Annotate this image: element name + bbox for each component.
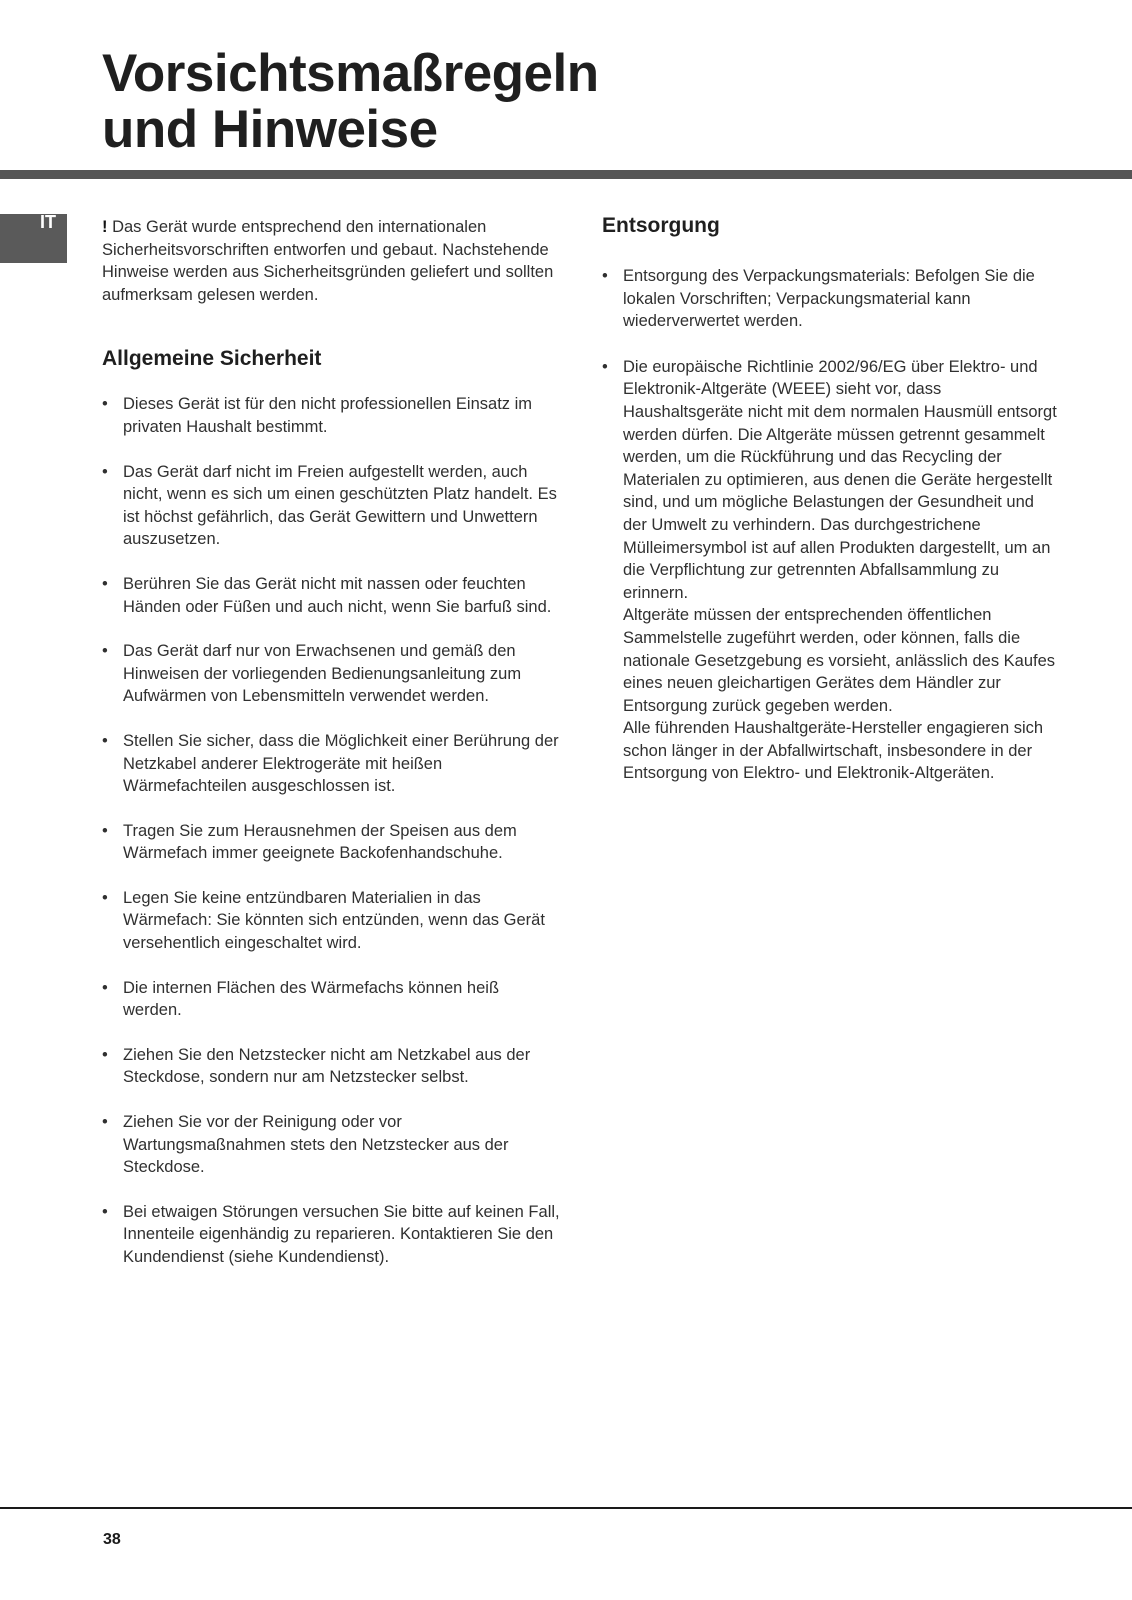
list-item: • Tragen Sie zum Herausnehmen der Speisen aus dem Wärmefach immer geeignete Backofenhandschuhe. (102, 820, 562, 865)
disposal-list (602, 265, 1062, 785)
warning-marker: ! (102, 218, 108, 236)
left-column (102, 216, 562, 1291)
list-item: • Berühren Sie das Gerät nicht mit nassen oder feuchten Händen oder Füßen und auch nicht, wenn Sie barfuß sind. (102, 573, 562, 618)
list-item: • Dieses Gerät ist für den nicht professionellen Einsatz im privaten Haushalt bestimmt. (102, 393, 562, 438)
weee-paragraph: • Die europäische Richtlinie 2002/96/EG über Elektro- und Elektronik-Altgeräte (WEEE) sieht vor, dass Haushaltsgeräte nicht mit dem normalen Hausmüll entsorgt werden dürfen. Die Altgeräte müssen getrennt gesammelt werden, um die Rückführung und das Recycling der Materialen zu optimieren, aus denen die Geräte hergestellt sind, und um mögliche Belastungen der Gesundheit und der Umwelt zu verhindern. Das durchgestrichene Mülleimersymbol ist auf allen Produkten dargestellt, um an die Verpflichtung zur getrennten Abfallsammlung zu erinnern. (623, 357, 1057, 602)
footer-rule (0, 1507, 1132, 1509)
page-number: 38 (103, 1531, 121, 1548)
list-item: • Ziehen Sie vor der Reinigung oder vor Wartungsmaßnahmen stets den Netzstecker aus der Steckdose. (102, 1111, 562, 1179)
general-safety-list (102, 393, 562, 1268)
manufacturer-paragraph: Alle führenden Haushaltgeräte-Hersteller engagieren sich schon länger in der Abfallwirtschaft, insbesondere in der Entsorgung von Elektro- und Elektronik-Altgeräten. (623, 719, 1044, 783)
page-title (102, 46, 599, 158)
list-item: • Das Gerät darf nur von Erwachsenen und gemäß den Hinweisen der vorliegenden Bedienungsanleitung zum Aufwärmen von Lebensmitteln verwendet werden. (102, 640, 562, 708)
list-item: • Entsorgung des Verpackungsmaterials: Befolgen Sie die lokalen Vorschriften; Verpackungsmaterial kann wiederverwertet werden. (602, 265, 1062, 333)
disposal-heading: Entsorgung (602, 214, 720, 237)
right-column (602, 216, 1062, 808)
list-item: • Das Gerät darf nicht im Freien aufgestellt werden, auch nicht, wenn es sich um einen geschützten Platz handelt. Es ist höchst gefährlich, das Gerät Gewittern und Unwettern auszusetzen. (102, 461, 562, 551)
list-item: • Ziehen Sie den Netzstecker nicht am Netzkabel aus der Steckdose, sondern nur am Netzstecker selbst. (102, 1044, 562, 1089)
collection-paragraph: Altgeräte müssen der entsprechenden öffentlichen Sammelstelle zugeführt werden, oder können, falls die nationale Gesetzgebung es vorsieht, anlässlich des Kaufes eines neuen gleichartigen Gerätes dem Händler zur Entsorgung zurück gegeben werden. (623, 606, 1056, 715)
page-title-line-2: und Hinweise (102, 100, 438, 159)
list-item: • Die internen Flächen des Wärmefachs können heiß werden. (102, 977, 562, 1022)
page-title-line-1: Vorsichtsmaßregeln (102, 44, 599, 103)
language-tab-label: IT (40, 212, 56, 232)
list-item (602, 356, 1062, 785)
language-tab (0, 214, 67, 263)
intro-text: Das Gerät wurde entsprechend den internationalen Sicherheitsvorschriften entworfen und gebaut. Nachstehende Hinweise werden aus Sicherheitsgründen geliefert und sollten aufmerksam gelesen werden. (102, 218, 554, 304)
list-item: • Bei etwaigen Störungen versuchen Sie bitte auf keinen Fall, Innenteile eigenhändig zu reparieren. Kontaktieren Sie den Kundendienst (siehe Kundendienst). (102, 1201, 562, 1269)
intro-paragraph (102, 216, 562, 306)
list-item: • Legen Sie keine entzündbaren Materialien in das Wärmefach: Sie könnten sich entzünden, wenn das Gerät versehentlich eingeschaltet wird. (102, 887, 562, 955)
header-rule (0, 170, 1132, 179)
general-safety-heading: Allgemeine Sicherheit (102, 347, 322, 371)
list-item: • Stellen Sie sicher, dass die Möglichkeit einer Berührung der Netzkabel anderer Elektrogeräte mit heißen Wärmefachteilen ausgeschlossen ist. (102, 730, 562, 798)
